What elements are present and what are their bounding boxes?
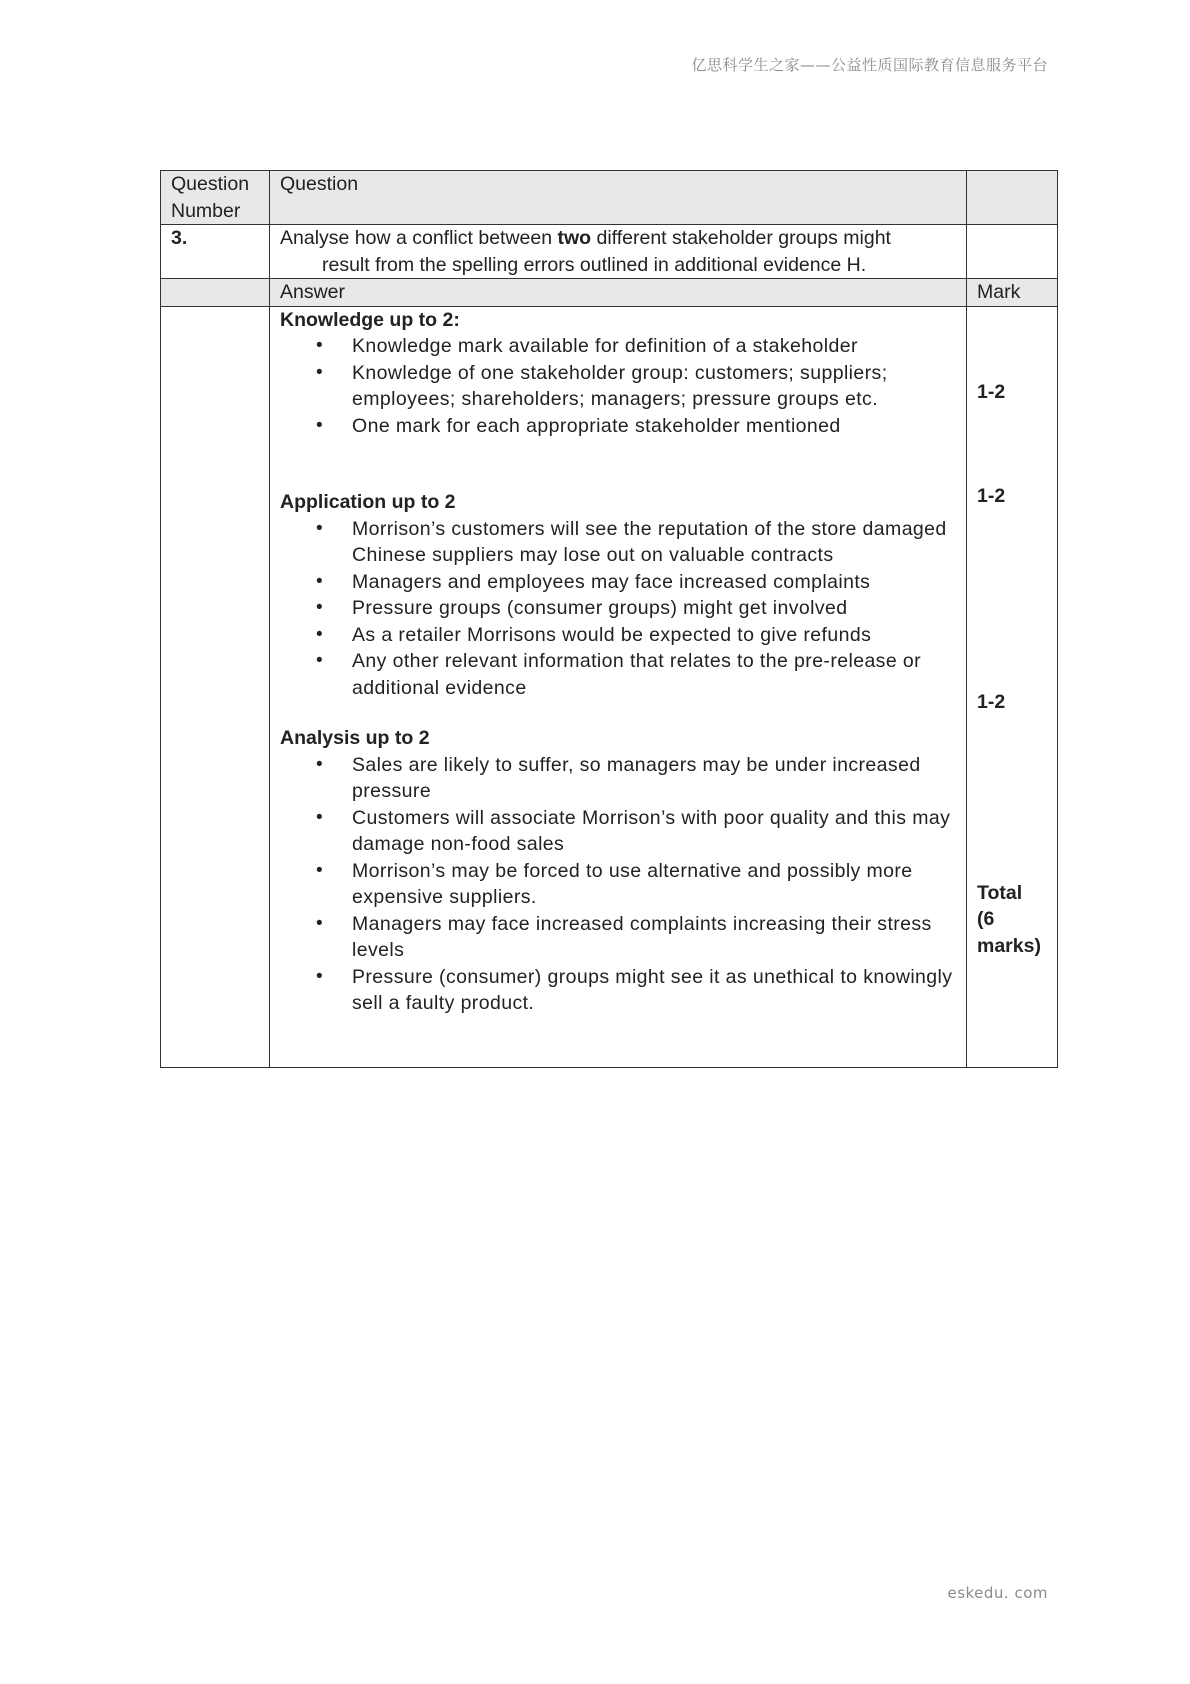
analysis-bullets <box>280 752 956 1017</box>
answer-content <box>270 306 967 1067</box>
mark-total: Total (6 marks) <box>977 881 1041 957</box>
section-heading-knowledge: Knowledge up to 2: <box>280 308 460 331</box>
list-item: • Managers and employees may face increased complaints <box>352 569 956 596</box>
list-item: • As a retailer Morrisons would be expected to give refunds <box>352 622 956 649</box>
question-mark-cell <box>967 225 1058 279</box>
question-number: 3. <box>161 225 270 279</box>
question-number-header: Question Number <box>161 171 270 225</box>
list-item: • Pressure (consumer) groups might see it as unethical to knowingly sell a faulty product. <box>352 964 956 1017</box>
list-item: • Managers may face increased complaints increasing their stress levels <box>352 911 956 964</box>
list-item: • Pressure groups (consumer groups) might get involved <box>352 595 956 622</box>
mark-header-blank <box>967 171 1058 225</box>
answer-number-blank <box>161 279 270 307</box>
question-row <box>161 225 1058 279</box>
knowledge-bullets <box>280 333 956 439</box>
mark-analysis: 1-2 <box>977 690 1006 713</box>
list-item: • Knowledge of one stakeholder group: customers; suppliers; employees; shareholders; managers; pressure groups etc. <box>352 360 956 413</box>
question-line-2: result from the spelling errors outlined in additional evidence H. <box>322 253 867 276</box>
list-item: • Morrison’s may be forced to use alternative and possibly more expensive suppliers. <box>352 858 956 911</box>
mark-application: 1-2 <box>977 484 1006 507</box>
footer-site-text: eskedu. com <box>947 1584 1048 1602</box>
list-item: • Sales are likely to suffer, so managers may be under increased pressure <box>352 752 956 805</box>
section-heading-application: Application up to 2 <box>280 491 456 513</box>
answer-head-row <box>161 279 1058 307</box>
application-bullets <box>280 516 956 702</box>
answer-header: Answer <box>270 279 967 307</box>
header-site-text: 亿思科学生之家——公益性质国际教育信息服务平台 <box>691 56 1048 74</box>
mark-header: Mark <box>967 279 1058 307</box>
mark-scheme-table <box>160 170 1058 1068</box>
question-text <box>270 225 967 279</box>
list-item: • Customers will associate Morrison’s with poor quality and this may damage non-food sales <box>352 805 956 858</box>
mark-knowledge: 1-2 <box>977 380 1006 403</box>
answer-row <box>161 306 1058 1067</box>
question-bold-word: two <box>557 227 592 249</box>
list-item: • One mark for each appropriate stakeholder mentioned <box>352 413 956 440</box>
answer-number-cell <box>161 306 270 1067</box>
list-item: • Any other relevant information that relates to the pre-release or additional evidence <box>352 648 956 701</box>
question-header: Question <box>270 171 967 225</box>
section-heading-analysis: Analysis up to 2 <box>280 727 430 749</box>
list-item: • Morrison’s customers will see the reputation of the store damaged Chinese suppliers may lose out on valuable contracts <box>352 516 956 569</box>
answer-marks-cell <box>967 306 1058 1067</box>
list-item: • Knowledge mark available for definition of a stakeholder <box>352 333 956 360</box>
table-head-row <box>161 171 1058 225</box>
question-line-1: Analyse how a conflict between two different stakeholder groups might <box>280 227 891 249</box>
